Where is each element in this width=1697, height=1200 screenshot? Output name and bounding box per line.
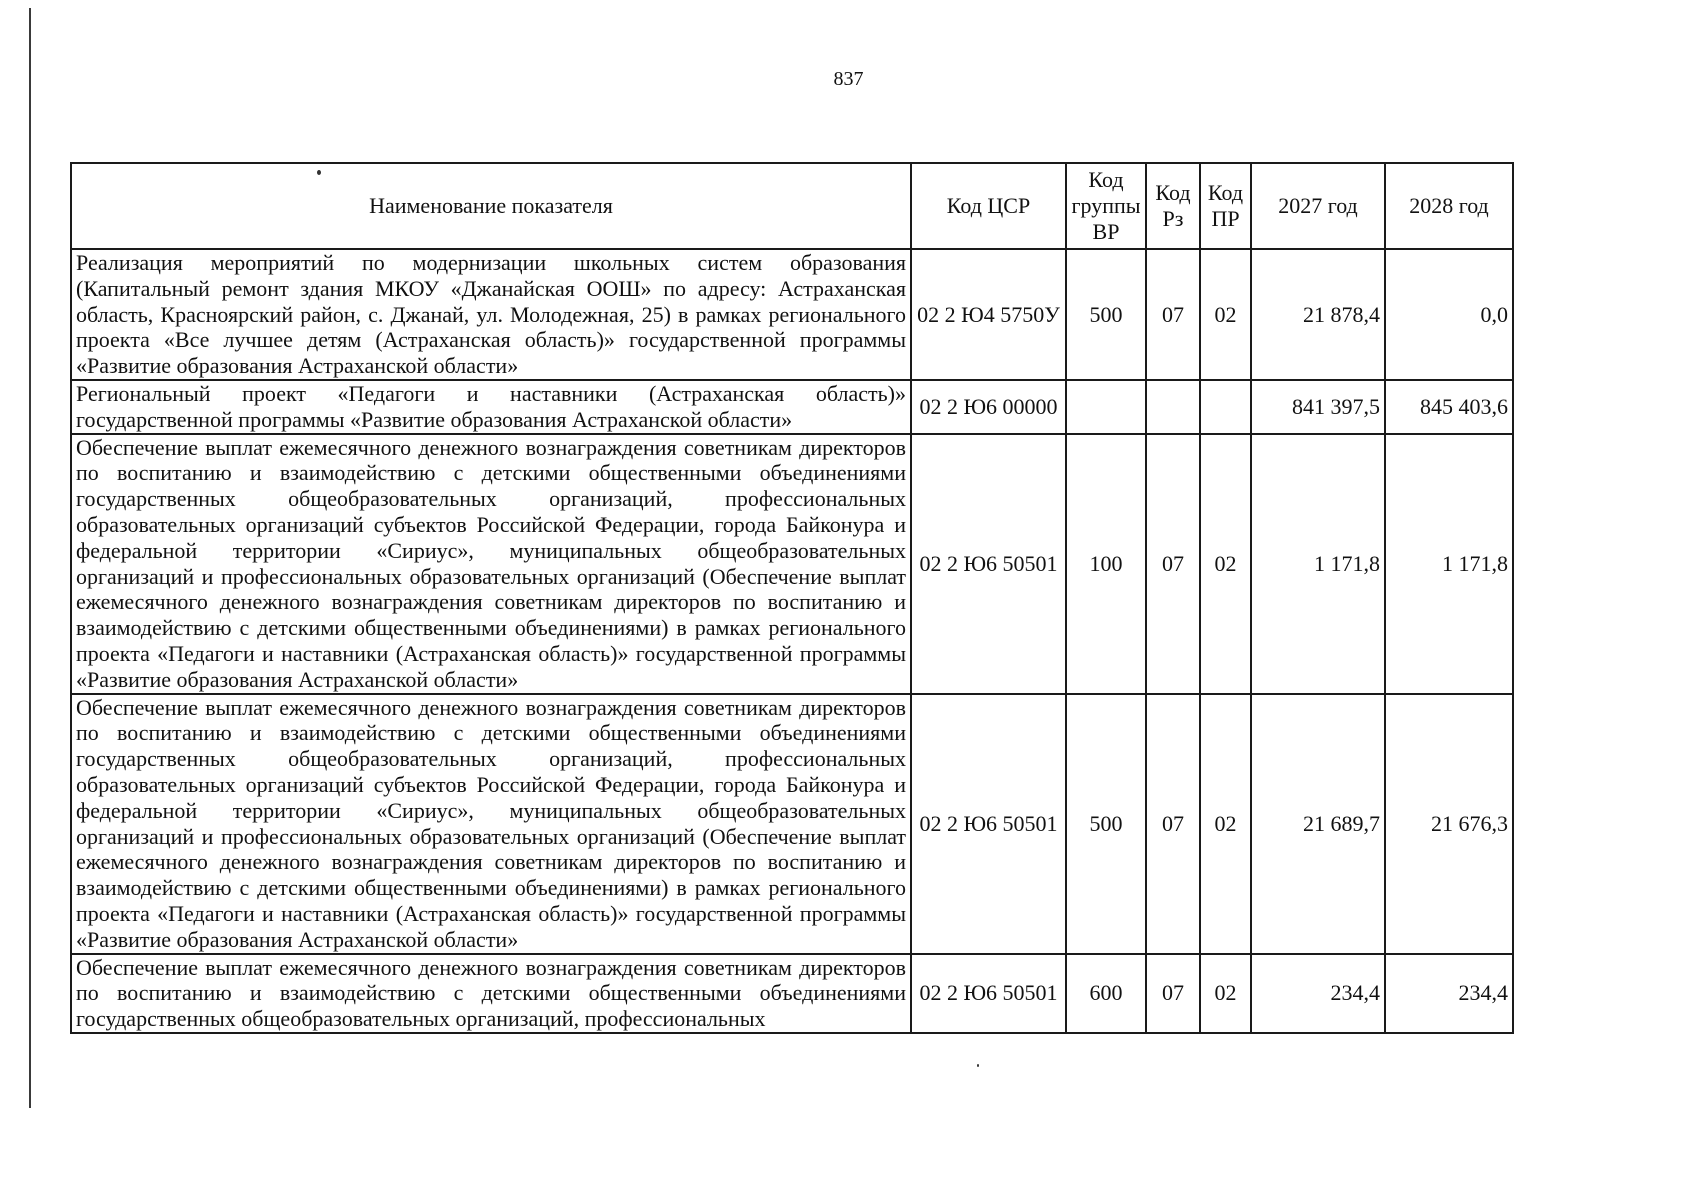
header-2028: 2028 год xyxy=(1385,163,1513,249)
binding-edge-line xyxy=(29,8,31,1108)
row-csr: 02 2 Ю6 50501 xyxy=(911,954,1066,1033)
header-name: Наименование показателя xyxy=(71,163,911,249)
table-row xyxy=(71,694,1513,954)
row-2027: 841 397,5 xyxy=(1251,380,1385,434)
budget-table xyxy=(70,162,1514,1034)
row-2028: 21 676,3 xyxy=(1385,694,1513,954)
row-vr: 500 xyxy=(1066,249,1146,380)
row-2027: 234,4 xyxy=(1251,954,1385,1033)
row-pr: 02 xyxy=(1200,434,1251,694)
row-csr: 02 2 Ю6 00000 xyxy=(911,380,1066,434)
row-csr: 02 2 Ю6 50501 xyxy=(911,434,1066,694)
row-rz: 07 xyxy=(1146,694,1200,954)
row-pr: 02 xyxy=(1200,954,1251,1033)
page-number: 837 xyxy=(833,68,864,90)
row-2027: 21 689,7 xyxy=(1251,694,1385,954)
table-row xyxy=(71,380,1513,434)
row-2028: 1 171,8 xyxy=(1385,434,1513,694)
header-rz: Код Рз xyxy=(1146,163,1200,249)
row-rz: 07 xyxy=(1146,954,1200,1033)
row-name: Реализация мероприятий по модернизации школьных систем образования (Капитальный ремонт здания МКОУ «Джанайская ООШ» по адресу: Астраханская область, Красноярский район, с. Джанай, ул. Молодежная, 25) в рамках регионального проекта «Все лучшее детям (Астраханская область)» государственной программы «Развитие образования Астраханской области» xyxy=(71,249,911,380)
row-vr: 100 xyxy=(1066,434,1146,694)
row-rz: 07 xyxy=(1146,434,1200,694)
row-name: Обеспечение выплат ежемесячного денежного вознаграждения советникам директоров по воспитанию и взаимодействию с детскими общественными объединениями государственных общеобразовательных организаций, профессиональных xyxy=(71,954,911,1033)
row-pr xyxy=(1200,380,1251,434)
row-vr xyxy=(1066,380,1146,434)
table-row xyxy=(71,954,1513,1033)
header-2027: 2027 год xyxy=(1251,163,1385,249)
table-header-row xyxy=(71,163,1513,249)
header-pr: Код ПР xyxy=(1200,163,1251,249)
row-csr: 02 2 Ю6 50501 xyxy=(911,694,1066,954)
row-name: Обеспечение выплат ежемесячного денежного вознаграждения советникам директоров по воспитанию и взаимодействию с детскими общественными объединениями государственных общеобразовательных организаций, профессиональных образовательных организаций субъектов Российской Федерации, города Байконура и федеральной территории «Сириус», муниципальных общеобразовательных организаций и профессиональных образовательных организаций (Обеспечение выплат ежемесячного денежного вознаграждения советникам директоров по воспитанию и взаимодействию с детскими общественными объединениями) в рамках регионального проекта «Педагоги и наставники (Астраханская область)» государственной программы «Развитие образования Астраханской области» xyxy=(71,434,911,694)
row-rz xyxy=(1146,380,1200,434)
row-vr: 600 xyxy=(1066,954,1146,1033)
row-2027: 21 878,4 xyxy=(1251,249,1385,380)
row-pr: 02 xyxy=(1200,249,1251,380)
row-2027: 1 171,8 xyxy=(1251,434,1385,694)
scan-speck xyxy=(977,1064,979,1067)
row-rz: 07 xyxy=(1146,249,1200,380)
table-row xyxy=(71,434,1513,694)
row-vr: 500 xyxy=(1066,694,1146,954)
row-2028: 234,4 xyxy=(1385,954,1513,1033)
row-csr: 02 2 Ю4 5750У xyxy=(911,249,1066,380)
header-vr: Код группы ВР xyxy=(1066,163,1146,249)
row-name: Региональный проект «Педагоги и наставники (Астраханская область)» государственной программы «Развитие образования Астраханской области» xyxy=(71,380,911,434)
row-2028: 845 403,6 xyxy=(1385,380,1513,434)
header-csr: Код ЦСР xyxy=(911,163,1066,249)
row-2028: 0,0 xyxy=(1385,249,1513,380)
row-name: Обеспечение выплат ежемесячного денежного вознаграждения советникам директоров по воспитанию и взаимодействию с детскими общественными объединениями государственных общеобразовательных организаций, профессиональных образовательных организаций субъектов Российской Федерации, города Байконура и федеральной территории «Сириус», муниципальных общеобразовательных организаций и профессиональных образовательных организаций (Обеспечение выплат ежемесячного денежного вознаграждения советникам директоров по воспитанию и взаимодействию с детскими общественными объединениями) в рамках регионального проекта «Педагоги и наставники (Астраханская область)» государственной программы «Развитие образования Астраханской области» xyxy=(71,694,911,954)
row-pr: 02 xyxy=(1200,694,1251,954)
table-row xyxy=(71,249,1513,380)
